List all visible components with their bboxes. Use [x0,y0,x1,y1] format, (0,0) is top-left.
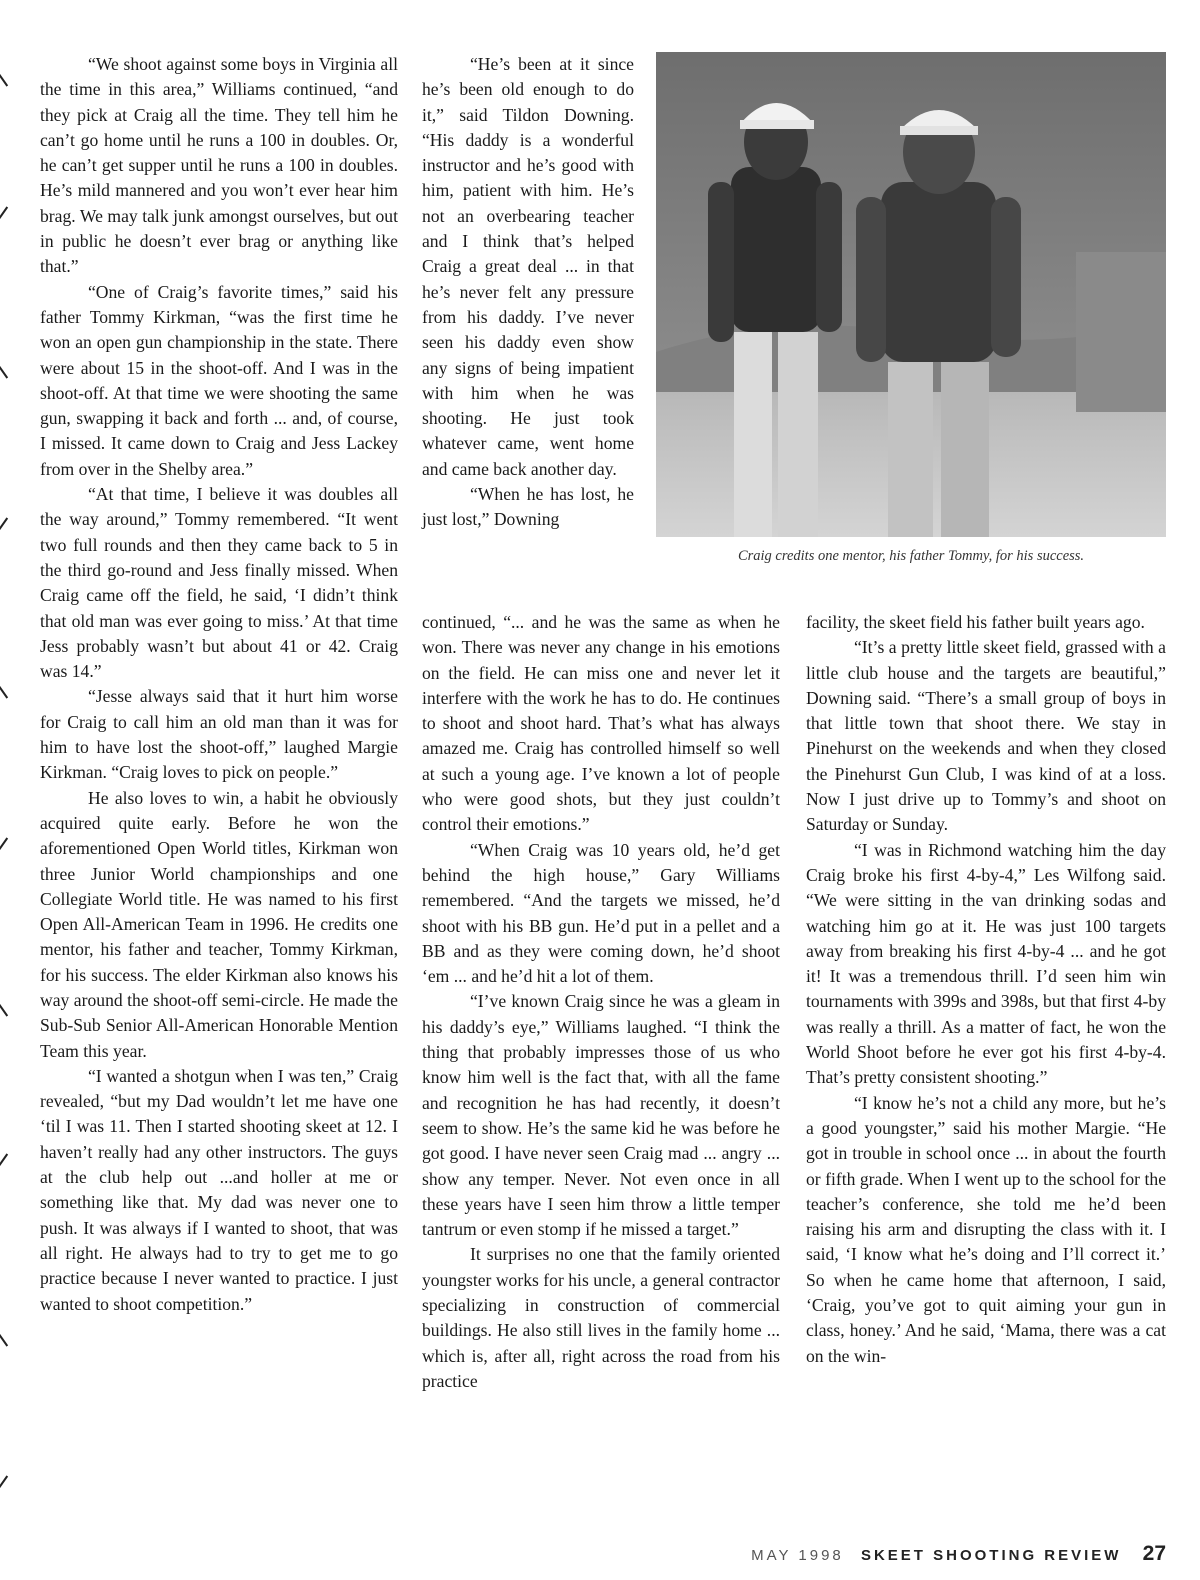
margin-mark [0,517,8,536]
article-column-1 [40,52,398,1317]
margin-mark [0,679,8,698]
paragraph: “At that time, I believe it was doubles all the way around,” Tommy remembered. “It went two full rounds and then they came back to 5 in the third go-round and Jess finally missed. When Craig came off the field, he said, ‘I didn’t think that old man was ever going to miss.’ At that time Jess probably wasn’t but about 41 or 42. Craig was 14.” [40,484,398,682]
article-column-3 [806,610,1166,1369]
margin-mark [0,359,8,378]
margin-mark [0,1153,8,1172]
article-column-2-bottom [422,610,780,1394]
paragraph: “One of Craig’s favorite times,” said his father Tommy Kirkman, “was the first time he won an open gun championship in the state. There were about 15 in the shoot-off. And I was in the shoot-off. At that time we were shooting the same gun, swapping it back and forth ... and, of course, I missed. It came down to Craig and Jess Lackey from over in the Shelby area.” [40,281,398,479]
paragraph: facility, the skeet field his father built years ago. [806,612,1145,632]
photo-image [656,52,1166,537]
paragraph: “I know he’s not a child any more, but he’s a good youngster,” said his mother Margie. “He got in trouble in school once ... in about the fourth or fifth grade. When I went up to the school for the teacher’s conference, she told me he’d been raising his arm and disrupting the class with it. I said, ‘I know what he’s doing and I’ll correct it.’ So when he came home that afternoon, I said, ‘Craig, you’ve got to quit aiming your gun in class, honey.’ And he said, ‘Mama, there was a cat on the win- [806,1092,1166,1366]
issue-date: MAY 1998 [751,1547,844,1564]
photo-caption: Craig credits one mentor, his father Tommy, for his success. [737,548,1085,564]
margin-mark [0,206,8,225]
paragraph: “When he has lost, he just lost,” Downing [422,484,634,530]
paragraph: “We shoot against some boys in Virginia all the time in this area,” Williams continued, “and they pick at Craig all the time. They tell him he can’t go home until he runs a 100 in doubles. Or, he can’t get supper until he runs a 100 in doubles. He’s mild mannered and you won’t ever hear him brag. We may talk junk amongst ourselves, but out in public he doesn’t ever brag or anything like that.” [40,54,398,277]
margin-mark [0,1475,8,1494]
paragraph: “I wanted a shotgun when I was ten,” Craig revealed, “but my Dad wouldn’t let me have one ‘til I was 11. Then I started shooting skeet at 12. I haven’t really had any other instructors. The guys at the club help out ...and holler at me or something like that. My dad was never one to push. It was always if I wanted to shoot, that was all right. He always had to try to get me to go practice because I never wanted to practice. I just wanted to shoot competition.” [40,1065,398,1314]
margin-mark [0,837,8,856]
margin-mark [0,67,8,86]
paragraph: “When Craig was 10 years old, he’d get behind the high house,” Gary Williams remembered. “And the targets we missed, he’d shoot with his BB gun. He’d put in a pellet and a BB and as they were coming down, he’d shoot ‘em ... and he’d hit a lot of them. [422,839,780,987]
paragraph: “Jesse always said that it hurt him worse for Craig to call him an old man than it was for him to have lost the shoot-off,” laughed Margie Kirkman. “Craig loves to pick on people.” [40,686,398,783]
paragraph: “I’ve known Craig since he was a gleam in his daddy’s eye,” Williams laughed. “I think the thing that probably impresses those of us who know him well is the fact that, with all the fame and recognition he has had recently, it doesn’t seem to show. He’s the same kid he was before he got good. I have never seen Craig mad ... angry ... show any temper. Never. Not even once in all these years have I seen him throw a little temper tantrum or even stomp if he missed a target.” [422,991,780,1240]
paragraph: “He’s been at it since he’s been old enough to do it,” said Tildon Downing. “His daddy is a wonderful instructor and he’s good with him, patient with him. He’s not an overbearing teacher and I think that’s helped Craig a great deal ... in that he’s never felt any pressure from his daddy. I’ve never seen his daddy even show any signs of being impatient with him when he was shooting. He just took whatever came, went home and came back another day. [422,54,634,479]
article-column-2-top [422,52,634,533]
page-number: 27 [1142,1542,1166,1565]
magazine-title: SKEET SHOOTING REVIEW [860,1547,1122,1564]
photo-father-and-son [656,52,1166,537]
paragraph: It surprises no one that the family oriented youngster works for his uncle, a general contractor specializing in construction of commercial buildings. He also still lives in the family home ... which is, after all, right across the road from his practice [422,1244,780,1391]
margin-mark [0,997,8,1016]
paragraph: He also loves to win, a habit he obviously acquired quite early. Before he won the aforementioned Open World titles, Kirkman won three Junior World championships and one Collegiate World title. He was named to his first Open All-American Team in 1996. He credits one mentor, his father and teacher, Tommy Kirkman, for his success. The elder Kirkman also knows his way around the shoot-off semi-circle. He made the Sub-Sub Senior All-American Honorable Mention Team this year. [40,787,398,1061]
margin-mark [0,1327,8,1346]
paragraph: continued, “... and he was the same as when he won. There was never any change in his emotions on the field. He can miss one and never let it interfere with the work he has to do. He continues to shoot and shoot hard. That’s what has always amazed me. Craig has controlled himself so well at such a young age. I’ve known a lot of people who were good shots, but they just couldn’t control their emotions.” [422,612,780,835]
page-footer [751,1542,1166,1566]
paragraph: “I was in Richmond watching him the day Craig broke his first 4-by-4,” Les Wilfong said. “We were sitting in the van drinking sodas and watching him go at it. He was just 100 targets away from breaking his first 4-by-4 ... and he got it! It was a tremendous thrill. I’d seen him win tournaments with 399s and 398s, but that first 4-by was really a thrill. As a matter of fact, he won the World Shoot before he ever got his first 4-by-4. That’s pretty consistent shooting.” [806,839,1166,1088]
paragraph: “It’s a pretty little skeet field, grassed with a little club house and the targets are beautiful,” Downing said. “There’s a small group of boys in that little town that shoot there. We stay in Pinehurst on the weekends and when they closed the Pinehurst Gun Club, I was kind of at a loss. Now I just drive up to Tommy’s and shoot on Saturday or Sunday. [806,637,1166,835]
